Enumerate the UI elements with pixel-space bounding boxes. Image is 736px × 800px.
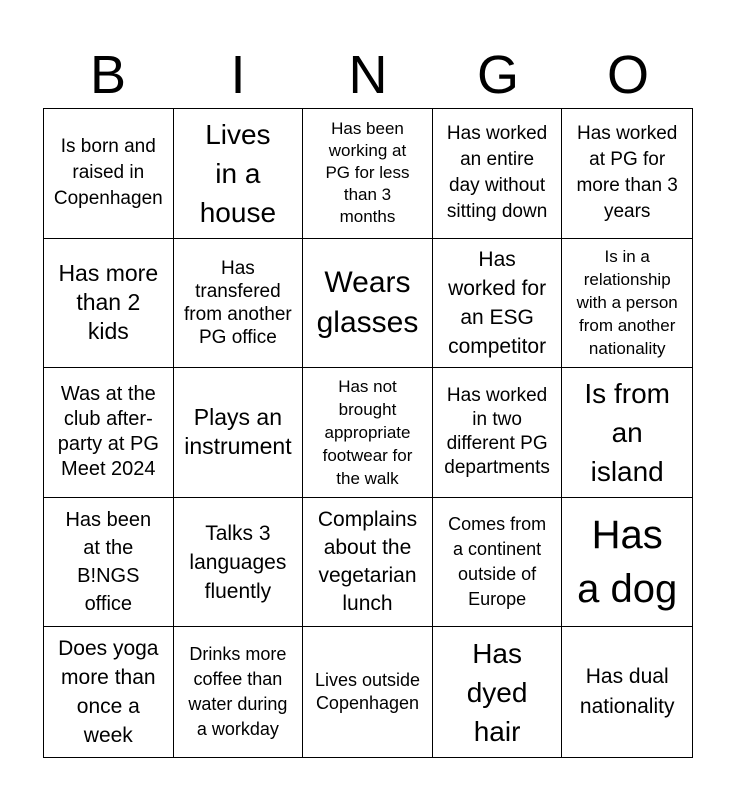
header-letter-o: O: [606, 45, 649, 105]
bingo-cell[interactable]: [562, 368, 692, 498]
bingo-cell[interactable]: [562, 109, 692, 239]
bingo-cell[interactable]: [303, 627, 433, 757]
bingo-cell[interactable]: [562, 627, 692, 757]
header-letter-g: G: [476, 45, 519, 105]
cell-text: Was at the club after- party at PG Meet 2024: [57, 383, 159, 481]
cell-text: Has worked in two different PG departments: [444, 385, 550, 479]
cell-text: Has been at the B!NGS office: [65, 509, 152, 616]
cell-text: Wears glasses: [316, 265, 419, 339]
bingo-cell[interactable]: [44, 109, 174, 239]
bingo-cell[interactable]: [44, 239, 174, 369]
bingo-cell[interactable]: [174, 368, 304, 498]
bingo-cell[interactable]: [562, 239, 692, 369]
bingo-cell[interactable]: [303, 498, 433, 628]
bingo-cell[interactable]: [433, 109, 563, 239]
bingo-cell[interactable]: [562, 498, 692, 628]
bingo-cell[interactable]: [44, 368, 174, 498]
bingo-cell[interactable]: [433, 498, 563, 628]
cell-text: Has worked an entire day without sitting down: [446, 123, 548, 223]
bingo-cell[interactable]: [433, 368, 563, 498]
bingo-cell[interactable]: [174, 498, 304, 628]
bingo-cell[interactable]: [433, 239, 563, 369]
cell-text: Has more than 2 kids: [58, 260, 159, 345]
bingo-cell[interactable]: [44, 627, 174, 757]
cell-text: Does yoga more than once a week: [58, 637, 159, 748]
bingo-cell[interactable]: [303, 109, 433, 239]
bingo-cell[interactable]: [174, 627, 304, 757]
cell-text: Has worked for an ESG competitor: [448, 247, 547, 358]
cell-text: Lives outside Copenhagen: [314, 670, 421, 714]
header-letter-b: B: [89, 45, 127, 105]
cell-text: Has been working at PG for less than 3 months: [325, 119, 410, 227]
cell-text: Has transfered from another PG office: [184, 257, 292, 348]
bingo-cell[interactable]: [174, 239, 304, 369]
cell-text: Is born and raised in Copenhagen: [53, 136, 163, 210]
cell-text: Complains about the vegetarian lunch: [317, 508, 418, 616]
cell-text: Comes from a continent outside of Europe: [448, 514, 547, 610]
cell-text: Talks 3 languages fluently: [189, 521, 287, 603]
cell-text: Has not brought appropriate footwear for the walk: [322, 376, 413, 488]
bingo-cell[interactable]: [174, 109, 304, 239]
cell-text: Has dual nationality: [579, 665, 675, 719]
bingo-grid: [43, 108, 693, 758]
cell-text: Is in a relationship with a person from another nationality: [576, 247, 678, 359]
cell-text: Plays an instrument: [184, 404, 292, 460]
bingo-cell[interactable]: [433, 627, 563, 757]
bingo-header: [43, 42, 693, 108]
cell-text: Has a dog: [577, 513, 678, 612]
bingo-cell[interactable]: [44, 498, 174, 628]
bingo-cell[interactable]: [303, 239, 433, 369]
cell-text: Has worked at PG for more than 3 years: [576, 123, 678, 223]
bingo-cell[interactable]: [303, 368, 433, 498]
header-letter-i: I: [230, 45, 246, 105]
cell-text: Lives in a house: [199, 118, 277, 228]
cell-text: Drinks more coffee than water during a workday: [188, 644, 288, 740]
cell-text: Has dyed hair: [466, 637, 528, 747]
header-letter-n: N: [348, 45, 388, 105]
cell-text: Is from an island: [584, 377, 670, 487]
